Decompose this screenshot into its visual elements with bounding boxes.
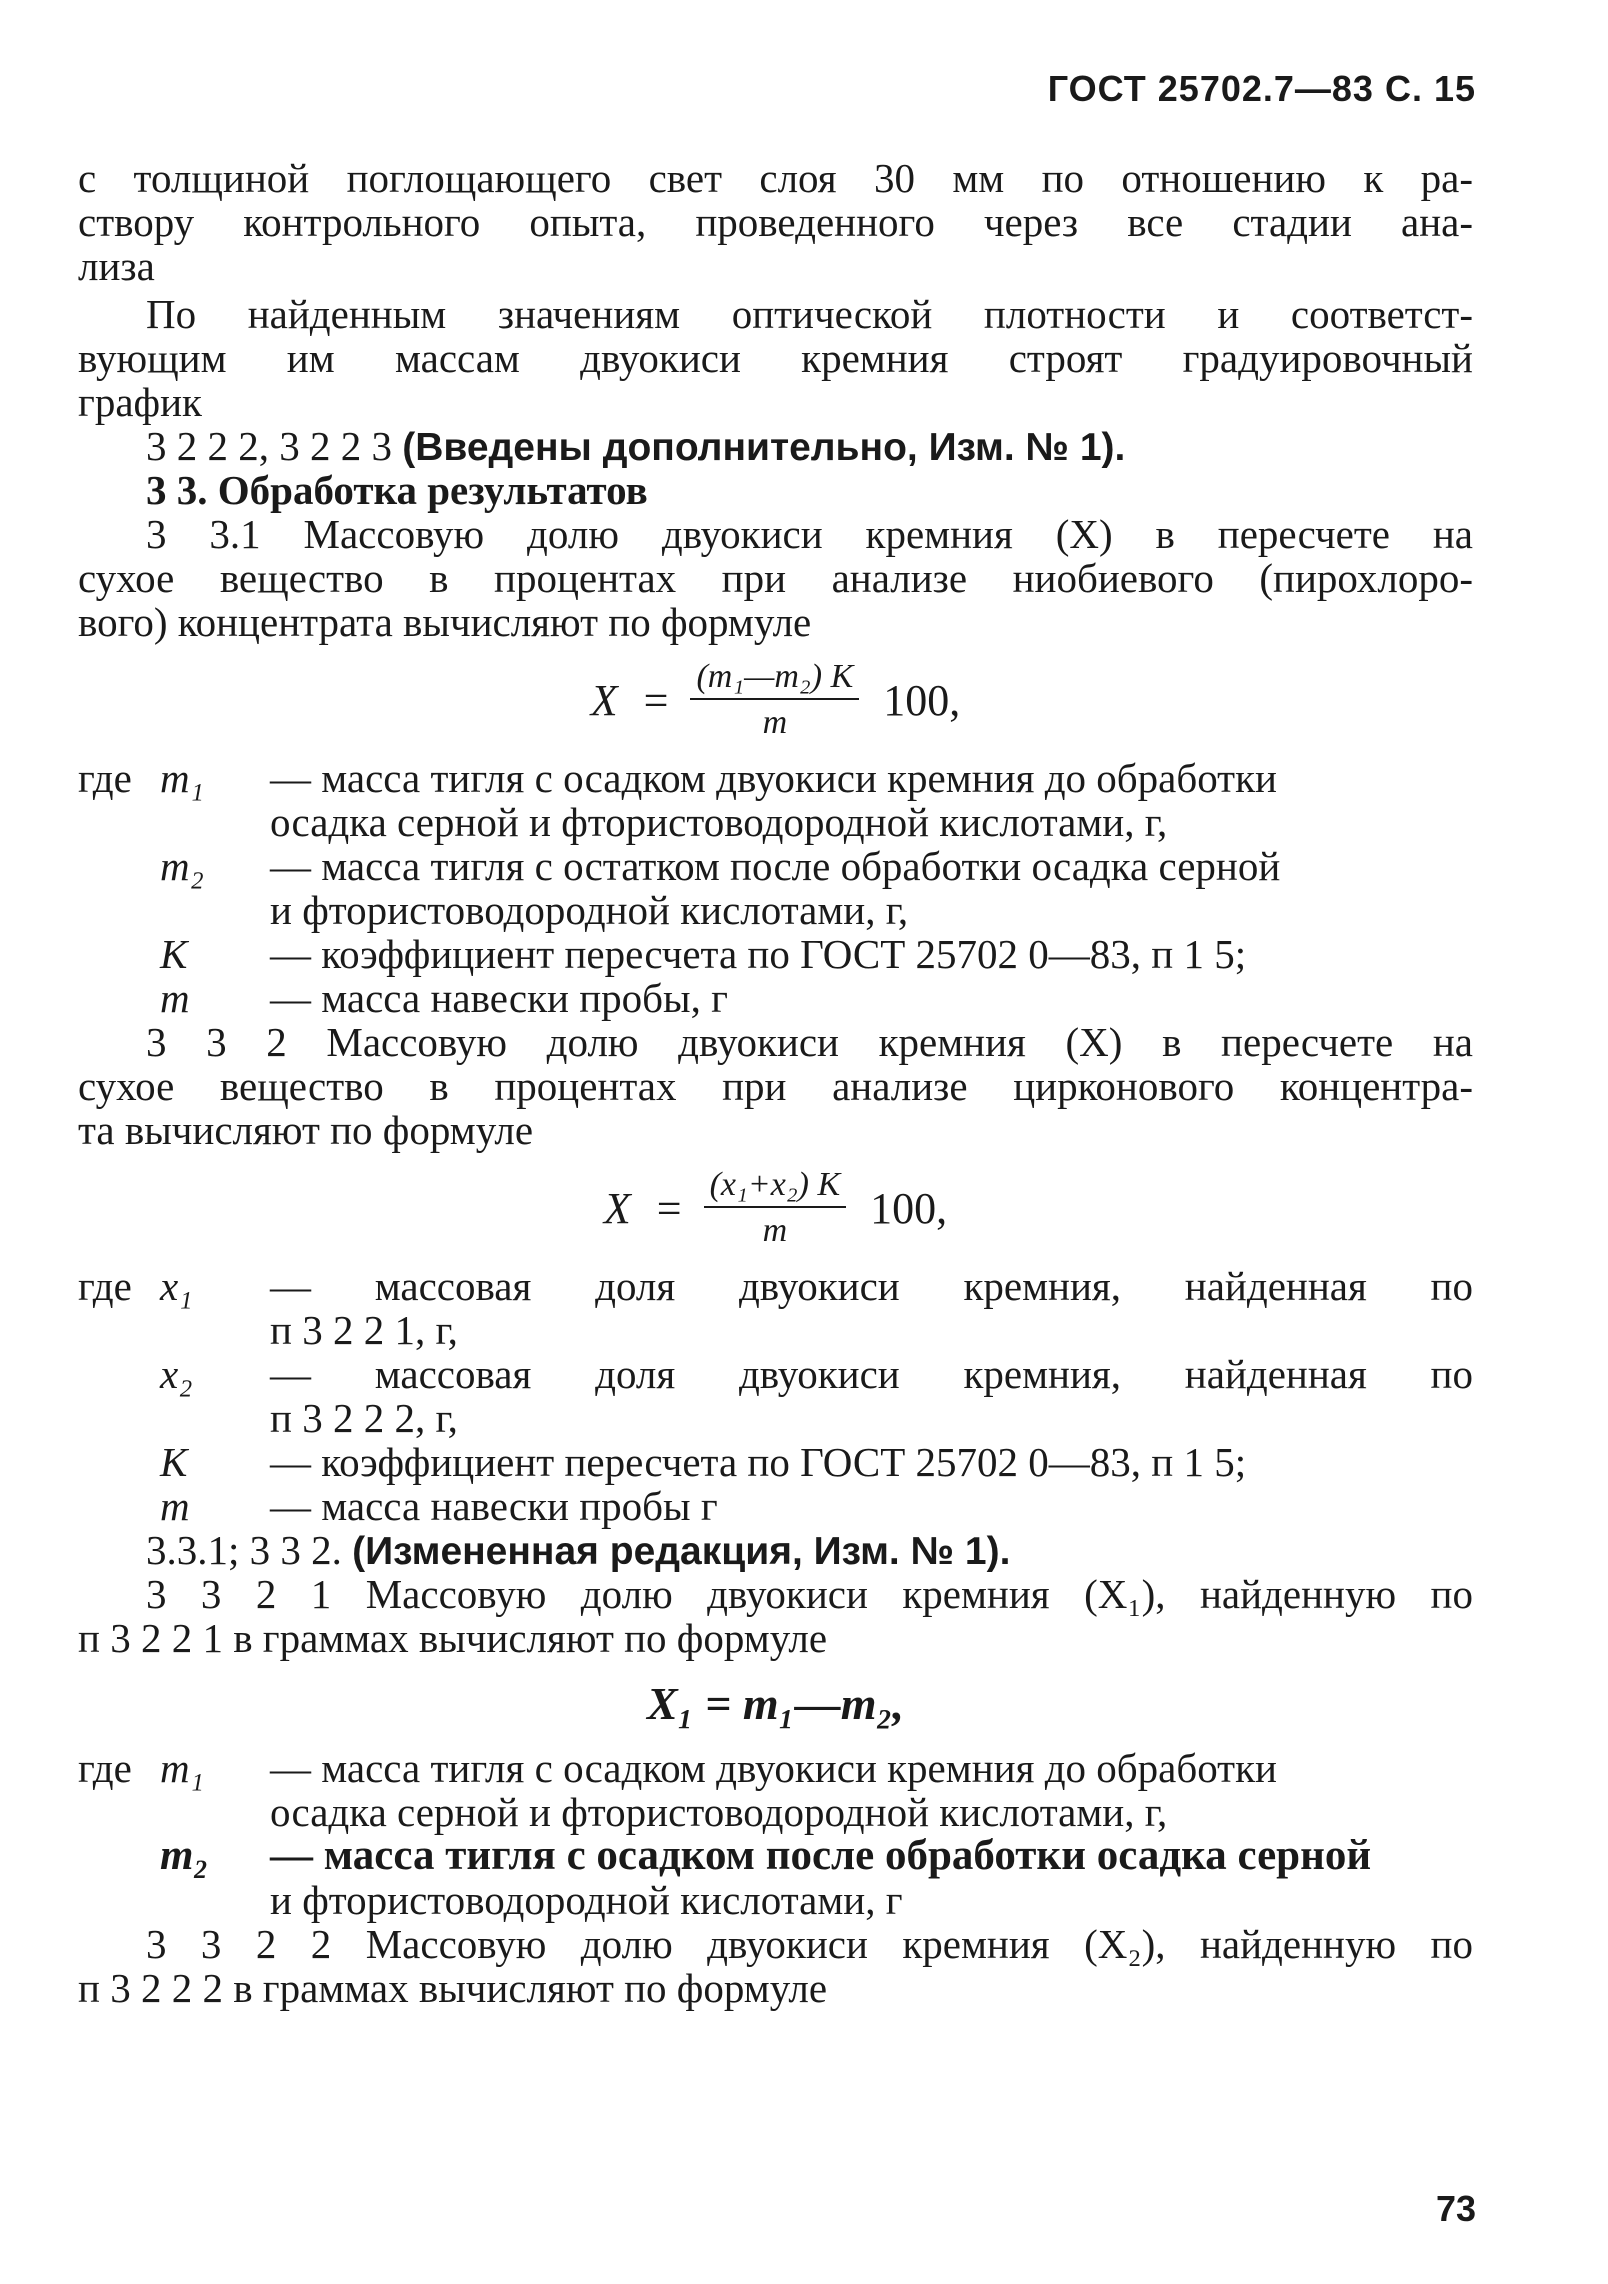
legend-where: где — [78, 1263, 132, 1309]
legend-continuation: и фтористоводородной кислотами, г — [270, 1877, 903, 1923]
legend-symbol: m₂ — [160, 843, 204, 889]
formula-lhs: X — [603, 1183, 631, 1233]
text-line: 3 3 2 2 Массовую долю двуокиси кремния (X₂), найденную по — [146, 1921, 1473, 1967]
formula-fraction — [690, 658, 859, 742]
legend-row — [78, 1834, 1473, 1878]
graph-paragraph — [78, 292, 1473, 424]
text-line: график — [78, 379, 202, 425]
formula-denominator: m — [762, 1212, 788, 1249]
legend-definition: — коэффициент пересчета по ГОСТ 25702 0—83, п 1 5; — [270, 931, 1247, 977]
legend-row — [78, 932, 1473, 976]
legend-where: где — [78, 1745, 132, 1791]
page-body — [78, 156, 1473, 2010]
formula-fraction — [704, 1166, 847, 1250]
legend-definition: — масса тигля с остатком после обработки осадка серной — [270, 843, 1281, 889]
formula-niobium — [78, 644, 1473, 756]
legend-symbol: x₂ — [160, 1351, 193, 1397]
legend-continuation: п 3 2 2 1, г, — [270, 1307, 458, 1353]
text-line: сухое вещество в процентах при анализе цирконового концентра- — [78, 1063, 1473, 1109]
running-header: ГОСТ 25702.7—83 С. 15 — [1047, 68, 1476, 109]
formula-lhs: X — [590, 675, 618, 725]
text-line: та вычисляют по формуле — [78, 1107, 534, 1153]
formula-x1 — [78, 1660, 1473, 1746]
text-line: п 3 2 2 2 в граммах вычисляют по формуле — [78, 1965, 828, 2011]
legend-row — [78, 1484, 1473, 1528]
legend-definition: — масса навески пробы, г — [270, 975, 728, 1021]
amendment-note-1 — [78, 424, 1473, 468]
legend-1 — [78, 756, 1473, 1020]
text-line: вующим им массам двуокиси кремния строят градуировочный — [78, 335, 1473, 381]
legend-2 — [78, 1264, 1473, 1528]
legend-continuation: осадка серной и фтористоводородной кислотами, г, — [270, 1789, 1168, 1835]
amendment-text: (Введены дополнительно, Изм. № 1). — [402, 426, 1126, 469]
text-line: вого) концентрата вычисляют по формуле — [78, 599, 812, 645]
clause-3-3-2-1 — [78, 1572, 1473, 1660]
formula-denominator: m — [762, 704, 788, 741]
section-heading — [78, 468, 1473, 512]
legend-symbol: K — [160, 1439, 188, 1485]
text-line: лиза — [78, 243, 155, 289]
legend-definition: — массовая доля двуокиси кремния, найденная по — [270, 1351, 1473, 1397]
legend-symbol: m₁ — [160, 1745, 204, 1791]
text-line: 3 3.1 Массовую долю двуокиси кремния (X) в пересчете на — [146, 511, 1473, 557]
legend-row — [78, 1746, 1473, 1790]
legend-row — [78, 1440, 1473, 1484]
formula-zircon — [78, 1152, 1473, 1264]
legend-symbol: m₂ — [160, 1832, 209, 1879]
formula-numerator: (m₁—m₂) K — [690, 658, 859, 700]
formula-factor: 100, — [883, 675, 961, 725]
legend-symbol: m₁ — [160, 755, 204, 801]
page-number: 73 — [1435, 2188, 1476, 2229]
text-line: По найденным значениям оптической плотности и соответст- — [146, 291, 1473, 337]
text-line: сухое вещество в процентах при анализе ниобиевого (пирохлоро- — [78, 555, 1473, 601]
amendment-clause-numbers: 3.3.1; 3 3 2. — [146, 1527, 342, 1573]
amendment-text: (Измененная редакция, Изм. № 1). — [352, 1530, 1011, 1573]
legend-definition: — масса тигля с осадком двуокиси кремния до обработки — [270, 755, 1277, 801]
text-line: створу контрольного опыта, проведенного через все стадии ана- — [78, 199, 1473, 245]
legend-continuation: и фтористоводородной кислотами, г, — [270, 887, 909, 933]
formula-equals: = — [643, 675, 669, 725]
legend-row — [78, 844, 1473, 888]
legend-where: где — [78, 755, 132, 801]
clause-3-3-2-2 — [78, 1922, 1473, 2010]
legend-continuation: п 3 2 2 2, г, — [270, 1395, 458, 1441]
section-number: 3 3. — [146, 467, 208, 513]
clause-3-3-2 — [78, 1020, 1473, 1152]
legend-row — [78, 1264, 1473, 1308]
formula-expression: X₁ = m₁—m₂, — [646, 1677, 905, 1729]
section-title: Обработка результатов — [217, 467, 648, 513]
text-line: 3 3 2 1 Массовую долю двуокиси кремния (X₁), найденную по — [146, 1571, 1473, 1617]
legend-symbol: K — [160, 931, 188, 977]
clause-3-3-1 — [78, 512, 1473, 644]
legend-row — [78, 976, 1473, 1020]
amendment-note-2 — [78, 1528, 1473, 1572]
legend-definition: — коэффициент пересчета по ГОСТ 25702 0—83, п 1 5; — [270, 1439, 1247, 1485]
legend-definition: — масса тигля с осадком после обработки осадка серной — [270, 1832, 1372, 1879]
text-line: с толщиной поглощающего свет слоя 30 мм по отношению к ра- — [78, 155, 1473, 201]
legend-symbol: x₁ — [160, 1263, 193, 1309]
intro-paragraph — [78, 156, 1473, 288]
legend-continuation: осадка серной и фтористоводородной кислотами, г, — [270, 799, 1168, 845]
formula-factor: 100, — [870, 1183, 948, 1233]
formula-numerator: (x₁+x₂) K — [704, 1166, 847, 1208]
text-line: п 3 2 2 1 в граммах вычисляют по формуле — [78, 1615, 828, 1661]
legend-definition: — массовая доля двуокиси кремния, найденная по — [270, 1263, 1473, 1309]
text-line: 3 3 2 Массовую долю двуокиси кремния (X) в пересчете на — [146, 1019, 1473, 1065]
legend-definition: — масса тигля с осадком двуокиси кремния до обработки — [270, 1745, 1277, 1791]
formula-equals: = — [656, 1183, 682, 1233]
legend-row — [78, 1352, 1473, 1396]
legend-3 — [78, 1746, 1473, 1922]
amendment-clause-numbers: 3 2 2 2, 3 2 2 3 — [146, 423, 392, 469]
legend-definition: — масса навески пробы г — [270, 1483, 718, 1529]
legend-row — [78, 756, 1473, 800]
legend-symbol: m — [160, 1483, 190, 1529]
legend-symbol: m — [160, 975, 190, 1021]
